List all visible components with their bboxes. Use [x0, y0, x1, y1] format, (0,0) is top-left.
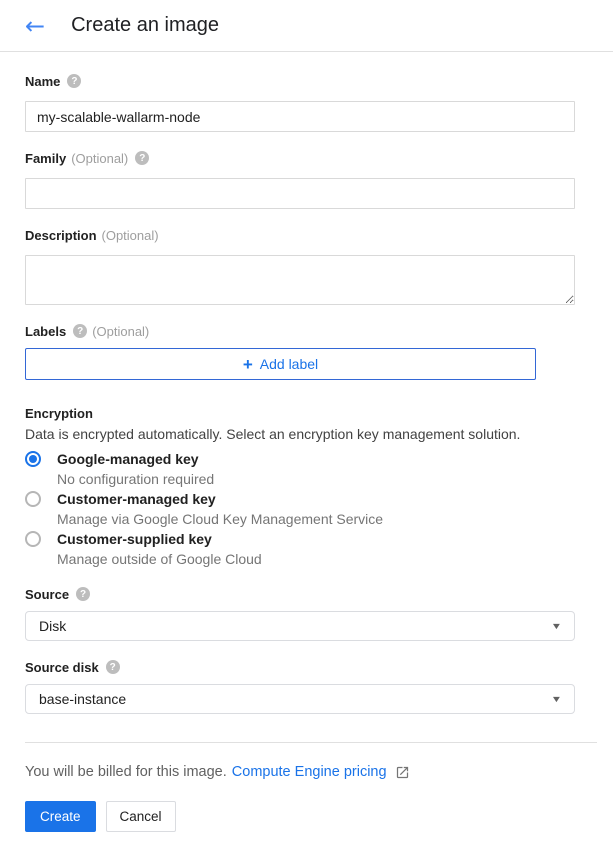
- create-image-form: [0, 52, 613, 714]
- radio-button-icon[interactable]: [25, 491, 41, 507]
- radio-option-customer-managed-key[interactable]: [25, 489, 575, 529]
- dropdown-caret-icon: ▼: [550, 694, 563, 704]
- back-button[interactable]: [25, 11, 46, 40]
- radio-option-label: Customer-supplied key: [57, 531, 212, 547]
- source-disk-label: Source disk: [25, 659, 99, 675]
- radio-option-label: Google-managed key: [57, 451, 199, 467]
- name-input[interactable]: [25, 101, 575, 132]
- radio-button-icon[interactable]: [25, 451, 41, 467]
- help-icon[interactable]: ?: [67, 74, 81, 88]
- family-optional-label: (Optional): [71, 150, 129, 166]
- labels-label: Labels: [25, 323, 67, 339]
- plus-icon: +: [242, 354, 253, 374]
- billing-text: You will be billed for this image.: [25, 764, 227, 780]
- radio-option-sublabel: No configuration required: [57, 471, 215, 487]
- page-header: [0, 0, 613, 52]
- source-label: Source: [25, 586, 70, 602]
- encryption-heading: Encryption: [25, 406, 93, 421]
- add-label-button-text: Add label: [259, 356, 319, 372]
- radio-option-sublabel: Manage outside of Google Cloud: [57, 551, 262, 567]
- description-label: Description: [25, 227, 97, 243]
- create-button[interactable]: Create: [25, 801, 96, 832]
- description-field-group: [25, 227, 575, 305]
- back-arrow-icon: ←: [25, 11, 46, 40]
- source-select[interactable]: [25, 611, 575, 641]
- help-icon[interactable]: ?: [76, 587, 90, 601]
- form-actions: [25, 801, 613, 832]
- radio-button-icon[interactable]: [25, 531, 41, 547]
- help-icon[interactable]: ?: [135, 151, 149, 165]
- family-label: Family: [25, 150, 67, 166]
- description-optional-label: (Optional): [101, 227, 159, 243]
- family-input[interactable]: [25, 178, 575, 209]
- encryption-options: [25, 449, 575, 569]
- encryption-description: Data is encrypted automatically. Select an encryption key management solution.: [25, 426, 521, 442]
- name-field-group: [25, 73, 575, 132]
- radio-option-customer-supplied-key[interactable]: [25, 529, 575, 569]
- dropdown-caret-icon: ▼: [550, 621, 563, 631]
- encryption-section: [25, 406, 575, 569]
- external-link-icon: [395, 765, 410, 780]
- cancel-button[interactable]: Cancel: [106, 801, 176, 832]
- add-label-button[interactable]: [25, 348, 536, 380]
- source-disk-select-value: base-instance: [39, 691, 127, 707]
- source-disk-select[interactable]: [25, 684, 575, 714]
- help-icon[interactable]: ?: [106, 660, 120, 674]
- source-field-group: [25, 586, 575, 641]
- source-select-value: Disk: [39, 618, 67, 634]
- labels-optional-label: (Optional): [92, 323, 150, 339]
- radio-option-label: Customer-managed key: [57, 491, 216, 507]
- billing-note: [25, 764, 575, 780]
- radio-option-google-managed-key[interactable]: [25, 449, 575, 489]
- source-disk-field-group: [25, 659, 575, 714]
- description-textarea[interactable]: [25, 255, 575, 305]
- page-title: Create an image: [71, 14, 219, 36]
- footer-divider: [25, 742, 597, 743]
- family-field-group: [25, 150, 575, 209]
- radio-option-sublabel: Manage via Google Cloud Key Management Service: [57, 511, 384, 527]
- name-label: Name: [25, 73, 61, 89]
- labels-field-group: [25, 323, 575, 380]
- help-icon[interactable]: ?: [73, 324, 87, 338]
- pricing-link[interactable]: Compute Engine pricing: [231, 764, 387, 780]
